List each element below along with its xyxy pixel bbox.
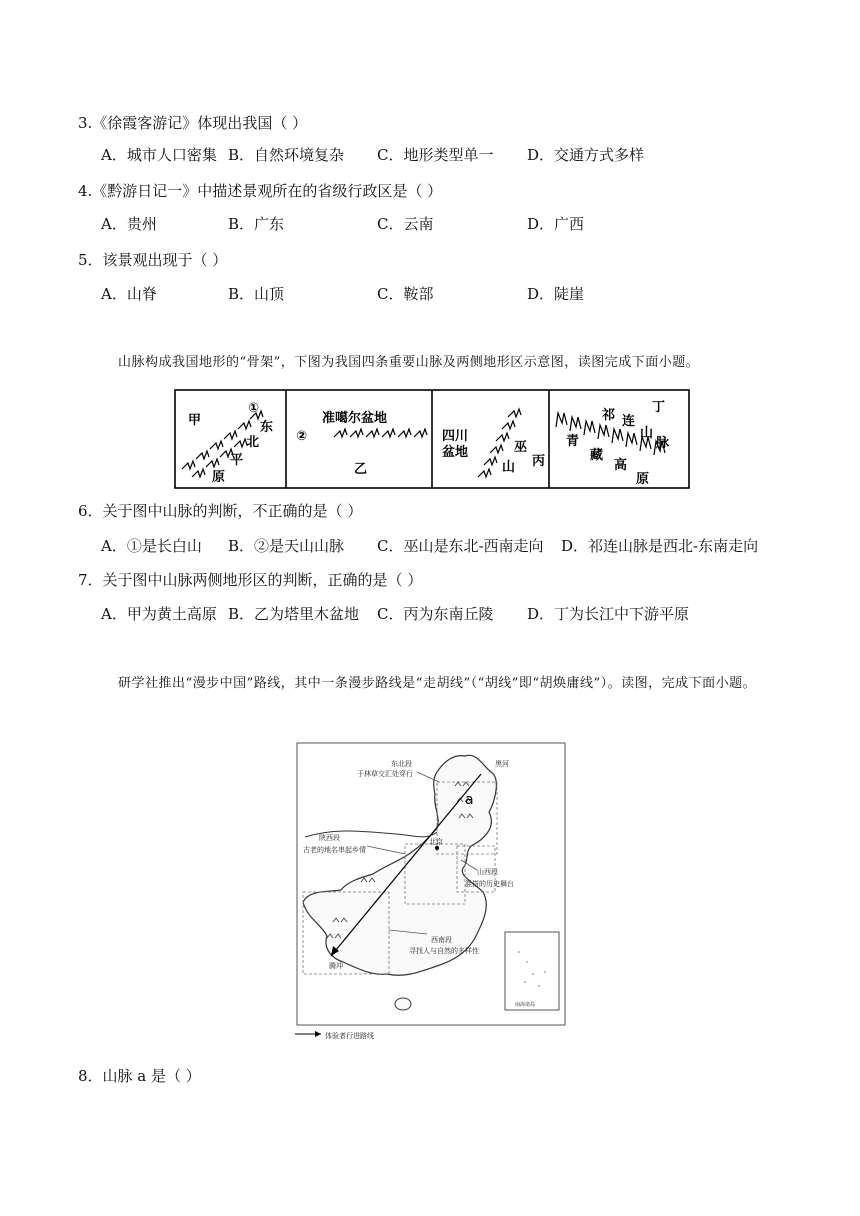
label-ping: 平 [230, 453, 244, 468]
option-d: D．广西 [527, 215, 585, 233]
option-c: C．云南 [377, 215, 434, 233]
question-3-stem: 3.《徐霞客游记》体现出我国（ ） [78, 114, 308, 132]
label-bing: 丙 [532, 454, 546, 469]
tengchong-label: 腾冲 [329, 962, 343, 970]
question-4-stem: 4.《黔游日记一》中描述景观所在的省级行政区是（ ） [78, 182, 443, 200]
label-ding: 丁 [652, 400, 666, 415]
option-a: A．①是长白山 [101, 537, 202, 555]
label-wu: 巫 [514, 440, 528, 455]
question-5-stem: 5．该景观出现于（ ） [78, 251, 228, 269]
option-a: A．城市人口密集 [101, 146, 217, 164]
label-dong: 东 [260, 420, 274, 435]
label-lian: 连 [622, 414, 636, 429]
question-8-stem: 8．山脉 a 是（ ） [78, 1067, 201, 1085]
mountain-a-label: a [465, 792, 474, 808]
option-c: C．地形类型单一 [377, 146, 494, 164]
label-mai: 脉 [656, 436, 670, 451]
label-junggar-basin: 准噶尔盆地 [322, 411, 388, 426]
label-shan-4: 山 [640, 426, 654, 441]
shaanxi-segment-desc: 古老的地名串起乡情 [303, 846, 366, 854]
heihe-label: 黑河 [495, 760, 509, 768]
label-zang: 藏 [590, 448, 604, 463]
label-yuan-4: 原 [636, 472, 650, 487]
beijing-dot [435, 846, 439, 850]
option-c: C．丙为东南丘陵 [377, 605, 494, 623]
question-6-stem: 6．关于图中山脉的判断，不正确的是（ ） [78, 502, 363, 520]
inset-label: 南海诸岛 [515, 1002, 536, 1008]
mountain-intro: 山脉构成我国地形的“骨架”，下图为我国四条重要山脉及两侧地形区示意图，读图完成下面小题。 [118, 355, 700, 370]
label-jia: 甲 [188, 413, 202, 428]
option-d: D．陡崖 [527, 285, 585, 303]
option-b: B．自然环境复杂 [228, 146, 345, 164]
shanxi-segment-desc: 混搭的历史舞台 [465, 880, 514, 888]
label-yi: 乙 [354, 462, 368, 477]
sw-segment-desc: 寻找人与自然的多样性 [409, 947, 479, 955]
label-qi: 祁 [602, 408, 616, 423]
label-shan: 山 [502, 460, 516, 475]
ne-segment-desc: 于林草交汇处穿行 [357, 770, 413, 778]
label-sichuan: 四川 [442, 429, 469, 444]
option-b: B．广东 [228, 215, 285, 233]
option-d: D．丁为长江中下游平原 [527, 605, 690, 623]
label-qing: 青 [566, 434, 580, 449]
option-c: C．鞍部 [377, 285, 434, 303]
question-7-stem: 7．关于图中山脉两侧地形区的判断，正确的是（ ） [78, 571, 423, 589]
label-gao: 高 [614, 458, 628, 473]
option-c: C．巫山是东北-西南走向 [377, 537, 544, 555]
option-a: A．山脊 [101, 285, 157, 303]
label-yuan: 原 [212, 470, 226, 485]
beijing-label: 北京 [429, 838, 443, 846]
legend-arrowhead [315, 1031, 321, 1037]
option-b: B．②是天山山脉 [228, 537, 345, 555]
option-b: B．乙为塔里木盆地 [228, 605, 360, 623]
label-num-2: ② [296, 429, 308, 444]
label-bei: 北 [246, 435, 260, 450]
route-intro: 研学社推出“漫步中国”路线，其中一条漫步路线是“走胡线”（“胡线”即“胡焕庸线”）。读图，完成下面小题。 [118, 676, 757, 691]
option-a: A．贵州 [101, 215, 157, 233]
hu-line-route-map [287, 742, 567, 1042]
shaanxi-segment-title: 陕西段 [319, 834, 340, 842]
label-pendi: 盆地 [442, 445, 469, 460]
legend-label: 体验者行进路线 [325, 1032, 374, 1040]
option-d: D．祁连山脉是西北-东南走向 [561, 537, 759, 555]
option-d: D．交通方式多样 [527, 146, 645, 164]
hainan-island [395, 998, 411, 1010]
south-china-sea-inset [505, 932, 559, 1010]
label-num-1: ① [248, 401, 260, 416]
option-b: B．山顶 [228, 285, 285, 303]
shanxi-segment-title: 山西段 [477, 868, 498, 876]
mountain-range-figure [174, 389, 690, 489]
ne-segment-title: 东北段 [391, 760, 412, 768]
option-a: A．甲为黄土高原 [101, 605, 217, 623]
sw-segment-title: 西南段 [431, 936, 452, 944]
